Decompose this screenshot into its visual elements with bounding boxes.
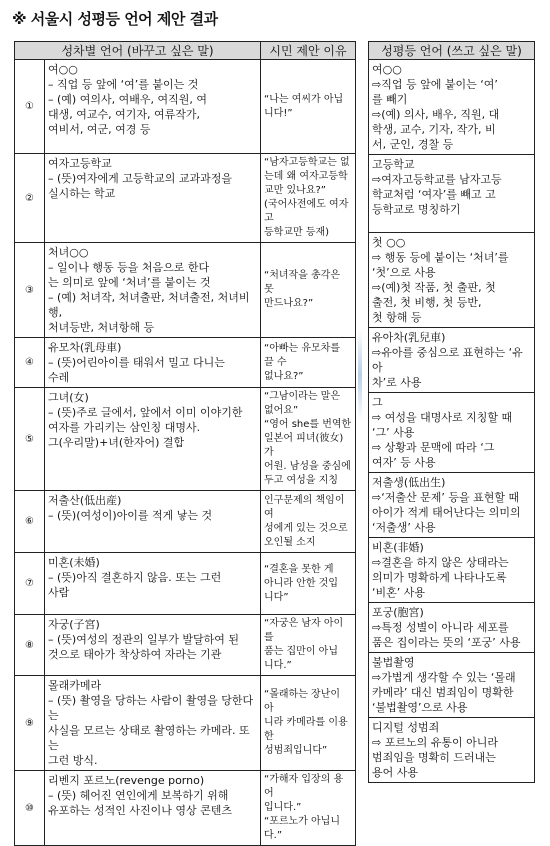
table-row: [15, 615, 356, 676]
table-row: [15, 676, 356, 771]
discriminatory-term-cell: [45, 388, 261, 491]
text-line: 두고 여성을 지칭: [264, 475, 338, 486]
row-number: ⑥: [15, 491, 45, 553]
text-line: 사람: [48, 586, 70, 599]
equality-term-cell: [369, 473, 535, 538]
text-line: 교만 있나요?”: [264, 185, 326, 196]
equality-term-cell: [369, 233, 535, 328]
left-header-row: [15, 42, 356, 60]
row-number: ③: [15, 243, 45, 338]
table-row: [15, 338, 356, 388]
citizen-reason-cell: [261, 388, 356, 491]
discriminatory-term-cell: [45, 338, 261, 388]
equality-terms-table: [368, 41, 535, 783]
text-line: 그런 방식.: [48, 754, 98, 767]
text-line: 그(우리말)+녀(한자어) 결합: [48, 436, 185, 449]
table-row: [369, 538, 535, 603]
text-line: ⇨가볍게 생각할 수 있는 ‘몰래: [372, 671, 516, 684]
text-line: 여○○: [48, 63, 78, 76]
table-row: [369, 328, 535, 393]
text-line: 인구문제의 책임이 여: [264, 494, 345, 520]
text-line: 수레: [48, 371, 70, 384]
text-line: – (뜻) 헤어진 연인에게 보복하기 위해: [48, 789, 229, 802]
row-number: ⑨: [15, 676, 45, 771]
text-line: ‘저출생’ 사용: [372, 521, 436, 534]
row-number: ⑩: [15, 771, 45, 846]
table-row: [369, 233, 535, 328]
text-line: 성범죄입니다”: [264, 745, 328, 756]
citizen-reason-cell: [261, 491, 356, 553]
equality-term-cell: [369, 328, 535, 393]
text-line: – (뜻)여성의 정관의 일부가 발달하여 된: [48, 633, 239, 646]
text-line: 고등학교: [372, 158, 415, 171]
citizen-reason-cell: [261, 676, 356, 771]
text-line: – (뜻)(여성이)아이를 적게 낳는 것: [48, 509, 213, 522]
row-number: ⑧: [15, 615, 45, 676]
text-line: ⇨ 상황과 문맥에 따라 ‘그: [372, 441, 495, 454]
text-line: 용어 사용: [372, 766, 419, 779]
table-row: [15, 154, 356, 243]
text-line: ‘불법촬영’으로 사용: [372, 701, 468, 714]
equality-term-cell: [369, 653, 535, 718]
text-line: ‘비혼’ 사용: [372, 586, 425, 599]
text-line: 그: [372, 396, 383, 409]
text-line: 는데 왜 여자고등학: [264, 171, 348, 182]
discriminatory-term-cell: [45, 676, 261, 771]
text-line: “처녀작을 총각은 못: [264, 270, 340, 295]
text-line: 대생, 여교수, 여기자, 여류작가,: [48, 108, 200, 121]
citizen-reason-cell: [261, 553, 356, 615]
text-line: ‘첫’으로 사용: [372, 266, 436, 279]
column-divider-accent: [358, 330, 362, 420]
row-number: ①: [15, 60, 45, 154]
text-line: ⇨ 여성을 대명사로 지칭할 때: [372, 411, 513, 424]
discriminatory-term-cell: [45, 243, 261, 338]
citizen-reason-cell: [261, 338, 356, 388]
text-line: ‘그’ 사용: [372, 426, 415, 439]
table-row: [369, 60, 535, 155]
text-line: 범죄임을 명확히 드러내는: [372, 751, 496, 764]
text-line: 품은 집이라는 뜻의 ‘포궁’ 사용: [372, 636, 521, 649]
table-row: [15, 771, 356, 846]
text-line: 처녀등반, 처녀항해 등: [48, 321, 155, 334]
text-line: 불법촬영: [372, 656, 415, 669]
text-line: 유포하는 성적인 사진이나 영상 콘텐츠: [48, 804, 233, 817]
equality-term-cell: [369, 718, 535, 783]
text-line: 유모차(乳母車): [48, 341, 122, 354]
equality-term-cell: [369, 603, 535, 653]
text-line: ⇨(예)첫 작품, 첫 출판, 첫: [372, 281, 496, 294]
text-line: 품는 집만이 아닙: [264, 646, 338, 657]
citizen-reason-cell: [261, 60, 356, 154]
text-line: – (뜻)아직 결혼하지 않음. 또는 그런: [48, 571, 222, 584]
text-line: “자궁은 남자 아이를: [264, 618, 344, 643]
text-line: – (뜻)여자에게 고등학교의 교과과정을: [48, 172, 232, 185]
header-discriminatory-language: 성차별 언어 (바꾸고 싶은 말): [15, 42, 261, 60]
text-line: “몰래하는 장난이 아: [264, 689, 340, 714]
table-row: [369, 155, 535, 233]
text-line: “나는 여씨가 아닙니다!”: [264, 93, 344, 119]
text-line: 포궁(胞宮): [372, 606, 424, 619]
table-row: [15, 553, 356, 615]
text-line: ⇨ 행동 등에 붙이는 ‘처녀’를: [372, 251, 509, 264]
text-line: “가해자 입장의 용어: [264, 774, 344, 799]
text-line: 니다”: [264, 591, 289, 603]
text-line: 첫 항해 등: [372, 311, 422, 324]
discriminatory-term-cell: [45, 154, 261, 243]
text-line: ⇨‘저출산 문제’ 등을 표현할 때: [372, 491, 520, 504]
text-line: 여비서, 여군, 여경 등: [48, 123, 151, 136]
text-line: 것으로 태아가 착상하여 자라는 기관: [48, 648, 222, 661]
text-line: 니라 카메라를 이용한: [264, 717, 348, 742]
equality-term-cell: [369, 538, 535, 603]
header-citizen-reason: 시민 제안 이유: [261, 42, 356, 60]
text-line: 는 의미로 앞에 ‘처녀’를 붙이는 것: [48, 276, 211, 289]
text-line: 출전, 첫 비행, 첫 등반,: [372, 296, 482, 309]
text-line: “남자고등학교는 없: [264, 157, 350, 168]
text-line: 일본어 피녀(彼女)가: [264, 433, 344, 458]
table-row: [15, 388, 356, 491]
text-line: 유아차(乳兒車): [372, 331, 446, 344]
text-line: ⇨결혼을 하지 않은 상태라는: [372, 556, 509, 569]
text-line: – 직업 등 앞에 ‘여’를 붙이는 것: [48, 78, 199, 91]
right-header-row: [369, 42, 535, 60]
row-number: ⑦: [15, 553, 45, 615]
text-line: “포르노가 아닙니다.”: [264, 816, 340, 841]
text-line: 실시하는 학교: [48, 187, 116, 200]
row-number: ⑤: [15, 388, 45, 491]
text-line: 학생, 교수, 기자, 작가, 비: [372, 123, 496, 136]
text-line: ⇨특정 성별이 아니라 세포를: [372, 621, 509, 634]
text-line: – (예) 여의사, 여배우, 여직원, 여: [48, 93, 207, 106]
text-line: – (예) 처녀작, 처녀출판, 처녀출전, 처녀비행,: [48, 291, 250, 319]
discriminatory-term-cell: [45, 491, 261, 553]
citizen-reason-cell: [261, 154, 356, 243]
text-line: “영어 she를 번역한: [264, 419, 352, 430]
text-line: 여자고등학교: [48, 157, 112, 170]
text-line: “그남이라는 말은 없어요”: [264, 391, 340, 416]
text-line: 여○○: [372, 63, 402, 76]
row-number: ④: [15, 338, 45, 388]
text-line: 등학교로 명칭하기: [372, 203, 461, 216]
discriminatory-terms-table: [14, 41, 356, 846]
citizen-reason-cell: [261, 615, 356, 676]
citizen-reason-cell: [261, 771, 356, 846]
text-line: (국어사전에도 여자고: [264, 199, 349, 224]
text-line: – (뜻)어린아이를 태워서 밀고 다니는: [48, 356, 225, 369]
text-line: 리벤지 포르노(revenge porno): [48, 774, 205, 787]
equality-term-cell: [369, 60, 535, 155]
text-line: – (뜻) 촬영을 당하는 사람이 촬영을 당한다는: [48, 694, 254, 722]
text-line: 첫 ○○: [372, 236, 406, 249]
text-line: 를 빼기: [372, 93, 408, 106]
text-line: 여자’ 등 사용: [372, 456, 436, 469]
text-line: 저출산(低出産): [48, 494, 122, 507]
text-line: ⇨(예) 의사, 배우, 직원, 대: [372, 108, 500, 121]
text-line: 카메라’ 대신 범죄임이 명확한: [372, 686, 514, 699]
text-line: 몰래카메라: [48, 679, 102, 692]
equality-term-cell: [369, 393, 535, 473]
discriminatory-term-cell: [45, 771, 261, 846]
text-line: 여자를 가리키는 삼인칭 대명사.: [48, 421, 201, 434]
text-line: – 일이나 행동 등을 처음으로 한다: [48, 261, 210, 274]
table-row: [369, 603, 535, 653]
text-line: 차’로 사용: [372, 376, 422, 389]
text-line: ⇨유아를 중심으로 표현하는 ‘유아: [372, 346, 523, 374]
text-line: “결혼을 못한 게: [264, 563, 334, 575]
text-line: 아이가 적게 태어난다는 의미의: [372, 506, 521, 519]
text-line: 비혼(非婚): [372, 541, 424, 554]
citizen-reason-cell: [261, 243, 356, 338]
discriminatory-term-cell: [45, 553, 261, 615]
text-line: 처녀○○: [48, 246, 89, 259]
text-line: 사실을 모르는 상태로 촬영하는 카메라. 또는: [48, 724, 250, 752]
text-line: 없나요?”: [264, 370, 304, 382]
text-line: 니다.”: [264, 660, 292, 671]
text-line: 입니다.”: [264, 802, 302, 813]
table-row: [369, 718, 535, 783]
text-line: 서, 군인, 경찰 등: [372, 138, 454, 151]
text-line: ⇨여자고등학교를 남자고등: [372, 173, 502, 186]
table-row: [369, 393, 535, 473]
header-equality-language: 성평등 언어 (쓰고 싶은 말): [369, 42, 535, 60]
text-line: “아빠는 유모차를 끌 수: [264, 342, 340, 368]
table-row: [15, 491, 356, 553]
table-row: [369, 653, 535, 718]
text-line: 만드나요?”: [264, 298, 314, 309]
text-line: 디지털 성범죄: [372, 721, 440, 734]
text-line: 자궁(子宮): [48, 618, 100, 631]
text-line: 오인될 소지: [264, 536, 316, 548]
text-line: 의미가 명확하게 나타나도록: [372, 571, 507, 584]
text-line: 아니라 안한 것입: [264, 577, 338, 589]
text-line: 그녀(女): [48, 391, 89, 404]
text-line: 어원. 남성을 중심에: [264, 461, 351, 472]
text-line: 등학교만 등재): [264, 227, 330, 238]
text-line: 미혼(未婚): [48, 556, 100, 569]
table-row: [369, 473, 535, 538]
text-line: ⇨직업 등 앞에 붙이는 ‘여’: [372, 78, 498, 91]
text-line: 성에게 있는 것으로: [264, 522, 348, 534]
table-row: [15, 60, 356, 154]
row-number: ②: [15, 154, 45, 243]
text-line: – (뜻)주로 글에서, 앞에서 이미 이야기한: [48, 406, 243, 419]
text-line: 학교처럼 ‘여자’를 빼고 고: [372, 188, 496, 201]
text-line: 저출생(低出生): [372, 476, 446, 489]
table-row: [15, 243, 356, 338]
equality-term-cell: [369, 155, 535, 233]
text-line: ⇨ 포르노의 유통이 아니라: [372, 736, 498, 749]
discriminatory-term-cell: [45, 615, 261, 676]
document-title: ※ 서울시 성평등 언어 제안 결과: [12, 10, 218, 28]
discriminatory-term-cell: [45, 60, 261, 154]
